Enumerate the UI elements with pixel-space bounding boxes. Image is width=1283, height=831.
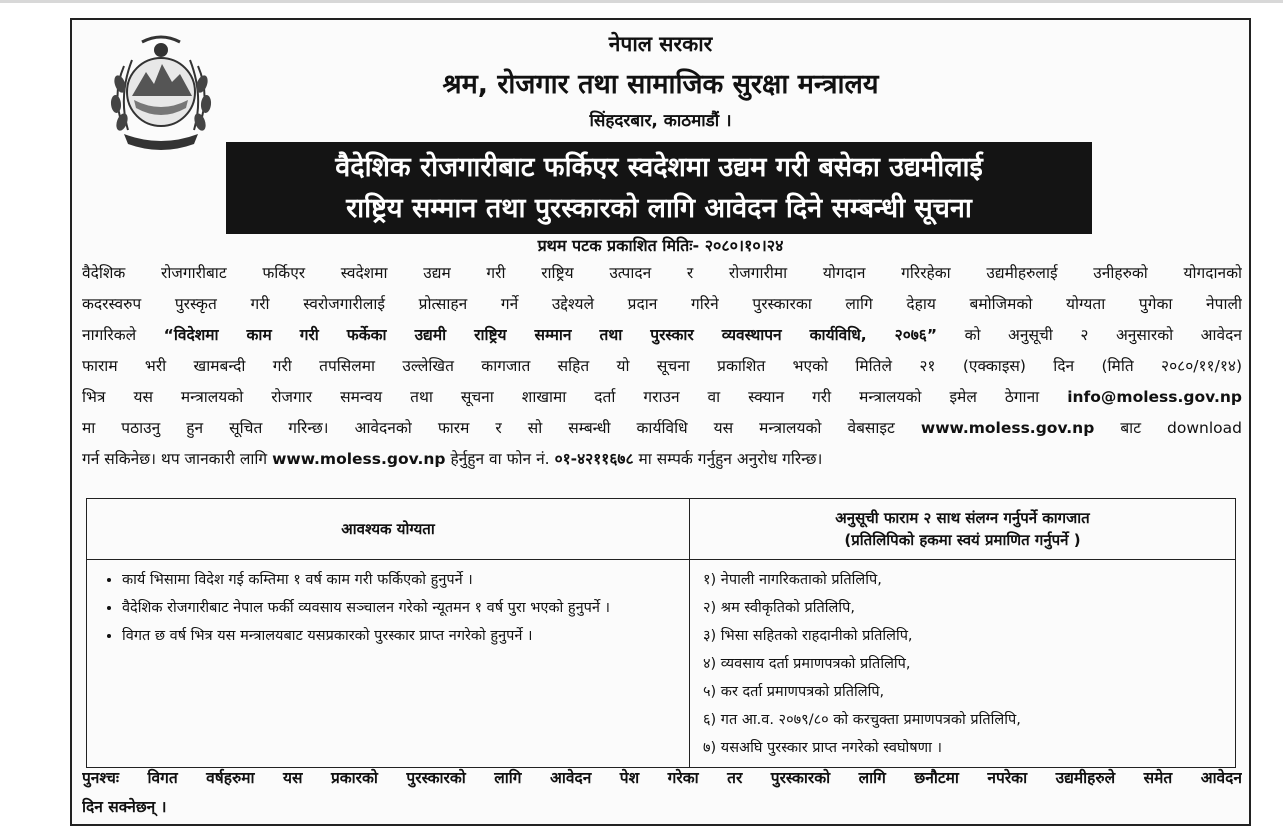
procedure-name: “विदेशमा काम गरी फर्केका उद्यमी राष्ट्रिय सम्मान तथा पुरस्कार व्यवस्थापन कार्यविधि, २०७६” [163, 326, 938, 344]
notice-line-7-start: गर्न सकिनेछ। थप जानकारी लागि [82, 450, 268, 468]
list-item: ६) गत आ.व. २०७९/८० को करचुक्ता प्रमाणपत्रको प्रतिलिपि, [703, 712, 1021, 728]
list-item: • कार्य भिसामा विदेश गई कम्तिमा १ वर्ष काम गरी फर्किएको हुनुपर्ने । [122, 566, 678, 594]
notice-line-6-end: बाट download [1120, 419, 1242, 437]
notice-body [82, 258, 1242, 475]
documents-cell [690, 560, 1236, 768]
list-item: • वैदेशिक रोजगारीबाट नेपाल फर्की व्यवसाय सञ्चालन गरेको न्यूतमन १ वर्ष पुरा भएको हुनुपर्ने । [122, 594, 678, 622]
notice-title-banner [226, 142, 1092, 234]
list-item: ४) व्यवसाय दर्ता प्रमाणपत्रको प्रतिलिपि, [703, 656, 911, 672]
postscript [82, 764, 1242, 822]
notice-line-7-end: मा सम्पर्क गर्नुहुन अनुरोध गरिन्छ। [638, 450, 823, 468]
ministry-website-link-2[interactable]: www.moless.gov.np [272, 450, 446, 468]
publication-date: प्रथम पटक प्रकाशित मितिः- २०८०।१०।२४ [537, 236, 784, 255]
notice-line-5-start: भित्र यस मन्त्रालयको रोजगार समन्वय तथा सूचना शाखामा दर्ता गराउन वा स्क्यान गरी मन्त्रालयको इमेल ठेगाना [82, 388, 1040, 406]
notice-line-5 [82, 382, 1242, 413]
list-item: ३) भिसा सहितको राहदानीको प्रतिलिपि, [703, 628, 913, 644]
requirements-table [86, 498, 1236, 768]
banner-line-2: राष्ट्रिय सम्मान तथा पुरस्कारको लागि आवेदन दिने सम्बन्धी सूचना [346, 193, 972, 224]
list-item: ५) कर दर्ता प्रमाणपत्रको प्रतिलिपि, [703, 684, 885, 700]
list-item: २) श्रम स्वीकृतिको प्रतिलिपि, [703, 600, 855, 616]
ministry-website-link[interactable]: www.moless.gov.np [920, 419, 1095, 437]
notice-line-3-start: नागरिकले [82, 326, 137, 344]
list-item: १) नेपाली नागरिकताको प्रतिलिपि, [703, 572, 882, 588]
postscript-line-2: दिन सक्नेछन् । [82, 798, 167, 816]
ministry-location: सिंहदरबार, काठमाडौं । [589, 111, 732, 131]
phone-number: ०१-४२११६७८ [554, 450, 634, 468]
qualification-header: आवश्यक योग्यता [87, 499, 690, 560]
list-item: • विगत छ वर्ष भित्र यस मन्त्रालयबाट यसप्रकारको पुरस्कार प्राप्त नगरेको हुनुपर्ने । [122, 622, 678, 650]
qualification-cell [87, 560, 690, 768]
notice-line-7 [82, 444, 1242, 475]
documents-header [690, 499, 1236, 560]
postscript-line-1: पुनश्चः विगत वर्षहरुमा यस प्रकारको पुरस्कारको लागि आवेदन पेश गरेका तर पुरस्कारको लागि छनौटमा नपरेका उद्यमीहरुले समेत आवेदन [82, 769, 1242, 787]
government-title: नेपाल सरकार [608, 32, 713, 56]
table-header-row [87, 499, 1236, 560]
documents-list [691, 566, 1234, 762]
notice-line-6 [82, 413, 1242, 444]
notice-line-2: कदरस्वरुप पुरस्कृत गरी स्वरोजगारीलाई प्रोत्साहन गर्ने उद्देश्यले प्रदान गरिने पुरस्कारका लागि देहाय बमोजिमको योग्यता पुगेका नेपाली [82, 295, 1242, 313]
documents-header-line-1: अनुसूची फाराम २ साथ संलग्न गर्नुपर्ने कागजात [835, 509, 1090, 527]
notice-line-4: फाराम भरी खामबन्दी गरी तपसिलमा उल्लेखित कागजात सहित यो सूचना प्रकाशित भएको मितिले २१ (एक्काइस) दिन (मिति २०८०/११/१४) [82, 357, 1242, 375]
documents-header-line-2: (प्रतिलिपिको हकमा स्वयं प्रमाणित गर्नुपर्ने ) [844, 531, 1081, 549]
notice-line-3 [82, 320, 1242, 351]
notice-line-3-end: को अनुसूची २ अनुसारको आवेदन [964, 326, 1242, 344]
notice-line-7-mid: हेर्नुहुन वा फोन नं. [450, 450, 550, 468]
top-edge-line [0, 0, 1283, 3]
table-body-row [87, 560, 1236, 768]
ministry-email[interactable]: info@moless.gov.np [1067, 388, 1242, 406]
list-item: ७) यसअघि पुरस्कार प्राप्त नगरेको स्वघोषणा । [703, 740, 943, 756]
ministry-title: श्रम, रोजगार तथा सामाजिक सुरक्षा मन्त्रालय [442, 69, 879, 100]
qualification-list [88, 566, 688, 650]
banner-line-1: वैदेशिक रोजगारीबाट फर्किएर स्वदेशमा उद्यम गरी बसेका उद्यमीलाई [335, 152, 983, 183]
notice-line-6-start: मा पठाउनु हुन सूचित गरिन्छ। आवेदनको फारम र सो सम्बन्धी कार्यविधि यस मन्त्रालयको वेबसाइट [82, 419, 895, 437]
notice-line-1: वैदेशिक रोजगारीबाट फर्किएर स्वदेशमा उद्यम गरी राष्ट्रिय उत्पादन र रोजगारीमा योगदान गरिरहेका उद्यमीहरुलाई उनीहरुको योगदानको [82, 264, 1242, 282]
notice-document [70, 18, 1251, 826]
